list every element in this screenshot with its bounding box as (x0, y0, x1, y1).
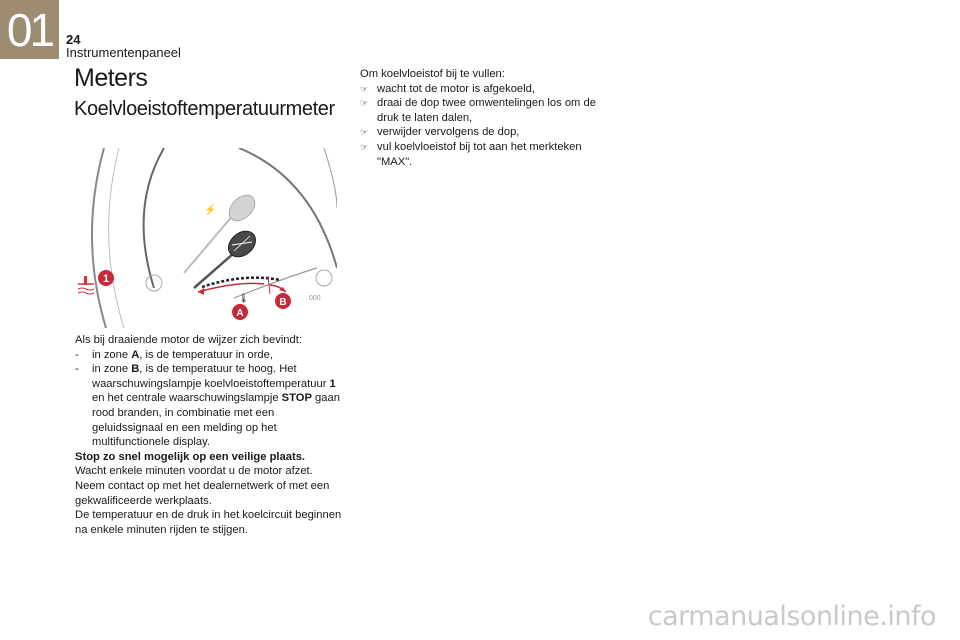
chapter-marker (0, 0, 59, 59)
intro-text: Als bij draaiende motor de wijzer zich bevindt: (75, 334, 302, 346)
list-item: - in zone B, is de temperatuur te hoog. Het waarschuwingslampje koelvloeistoftemperatuur 1 en het centrale waarschuwingslampje STOP gaan rood branden, in combinatie met een geluidssignaal en een melding op het multifunctionele display. (75, 363, 340, 449)
coolant-warning-lamp-icon (78, 276, 94, 294)
chapter-number: 01 (6, 3, 53, 56)
svg-text:🌡: 🌡 (238, 293, 250, 303)
watermark: carmanualsonline.info (647, 601, 936, 632)
gauge-mark-label: 000 (309, 295, 321, 302)
coolant-gauge-figure (74, 148, 337, 328)
list-item: - in zone A, is de temperatuur in orde, (75, 348, 273, 361)
paragraph: Wacht enkele minuten voordat u de motor afzet. (75, 465, 313, 478)
refill-instructions (360, 67, 610, 169)
callout-a-label: A (236, 308, 244, 319)
paragraph: De temperatuur en de druk in het koelcircuit beginnen na enkele minuten rijden te stijgen. (75, 509, 342, 536)
list-item: ☞ verwijder vervolgens de dop, (360, 126, 520, 139)
stop-label: STOP (281, 392, 312, 405)
arrow-bullet-icon: ☞ (360, 98, 369, 109)
warning-text: Stop zo snel mogelijk op een veilige plaats. (75, 450, 306, 463)
section-title: Instrumentenpaneel (66, 45, 181, 60)
list-item: ☞ draai de dop twee omwentelingen los om de druk te laten dalen, (360, 97, 596, 124)
list-item: ☞ wacht tot de motor is afgekoeld, (360, 82, 535, 95)
arrow-bullet-icon: ☞ (360, 83, 369, 94)
gauge-explanation (75, 333, 345, 537)
page-subtitle: Koelvloeistoftemperatuurmeter (74, 98, 335, 120)
arrow-bullet-icon: ☞ (360, 141, 369, 152)
zone-b-label: B (131, 363, 140, 376)
paragraph: Neem contact op met het dealernetwerk of met een gekwalificeerde werkplaats. (75, 479, 330, 507)
refill-intro: Om koelvloeistof bij te vullen: (360, 68, 505, 80)
arrow-bullet-icon: ☞ (360, 127, 369, 138)
callout-1-label: 1 (102, 273, 110, 285)
zone-a-label: A (131, 348, 140, 361)
page-title: Meters (74, 64, 148, 92)
svg-text:⚡: ⚡ (204, 205, 217, 216)
callout-b-label: B (279, 297, 287, 308)
coolant-gauge-illustration (74, 148, 337, 328)
page-number: 24 (66, 32, 81, 47)
list-item: ☞ vul koelvloeistof bij tot aan het merkteken "MAX". (360, 140, 582, 168)
